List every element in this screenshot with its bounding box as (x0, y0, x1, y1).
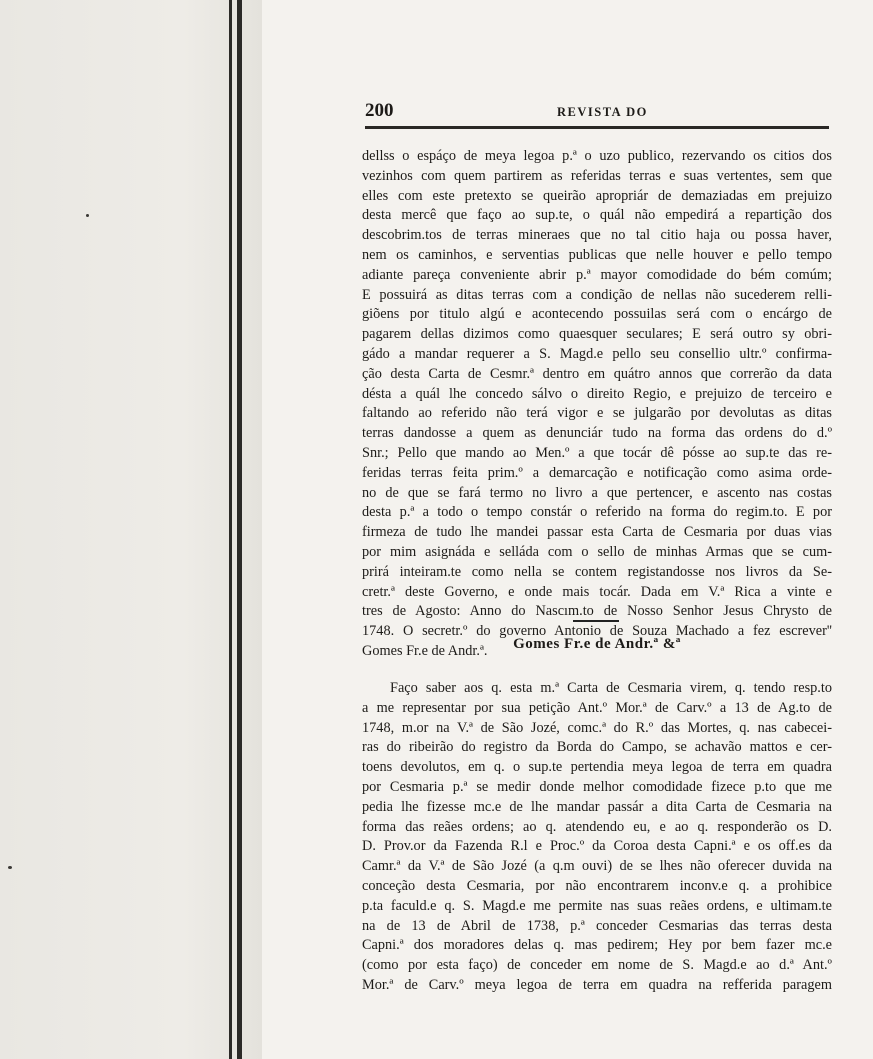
text-line: ção desta Carta de Cesmr.ª dentro em quátro annos que correrão da data (362, 365, 832, 382)
book-gutter (0, 0, 262, 1059)
text-line: D. Prov.or da Fazenda R.l e Proc.º da Coroa desta Capni.ª e os off.es da (362, 838, 832, 855)
ink-speck (86, 214, 89, 217)
body-text (362, 147, 832, 662)
text-line: desta p.ª a todo o tempo constár o referido na forma do regim.to. E por (362, 504, 832, 521)
text-line: toens devolutos, em q. o sup.te pertendia meya legoa de terra em quadra (362, 759, 832, 776)
ink-speck (8, 866, 12, 869)
text-line: na de 13 de Abril de 1738, p.ª conceder Cesmarias das terras desta (362, 917, 832, 934)
text-line: no de que se fará termo no livro a que pertencer, e ascento nas costas (362, 484, 832, 501)
text-line: faltando ao referido não terá vigor e se julgarão por devolutas as ditas (362, 405, 832, 422)
page-header (365, 100, 829, 130)
text-line: 1748, m.or na V.ª de São Jozé, comc.ª do R.º das Mortes, q. nas cabecei- (362, 719, 832, 736)
text-line: feridas terras feita prim.º a demarcação e notificação como asima orde- (362, 464, 832, 481)
text-line: E possuirá as ditas terras com a condição de nellas não sucederem relli- (362, 286, 832, 303)
text-line: désta a quál lhe concedo sálvo o direito Regio, e prejuizo de terceiro e (362, 385, 832, 402)
text-line: firmeza de tudo lhe mandei passar esta Carta de Cesmaria por duas vias (362, 524, 832, 541)
text-line: por mim asignáda e selláda com o sello de minhas Armas que se cum- (362, 543, 832, 560)
section-title: Gomes Fr.e de Andr.ª &ª (513, 636, 681, 652)
text-line: tres de Agosto: Anno do Nascım.to de Nosso Senhor Jesus Chrysto de (362, 603, 832, 620)
text-line: Gomes Fr.e de Andr.ª. (362, 642, 488, 659)
text-line: ras do ribeirão do registro da Borda do Campo, se achavão mattos e cer- (362, 739, 832, 756)
text-line: vezinhos com quem partirem as referidas terras e suas vertentes, sem que (362, 167, 832, 184)
text-line: a me representar por sua petição Ant.º Mor.ª de Carv.º a 13 de Ag.to de (362, 699, 832, 716)
text-line: conceção desta Cesmaria, por não encontrarem inconv.e q. a prohibice (362, 877, 832, 894)
text-line: dellss o espáço de meya legoa p.ª o uzo publico, rezervando os citios dos (362, 148, 832, 164)
text-line: adiante pareça conveniente abrir p.ª mayor comodidade do bém comúm; (362, 266, 832, 283)
text-line: cretr.ª deste Governo, e onde mais tocár. Dada em V.ª Rica a vinte e (362, 583, 832, 600)
text-line: 1748. O secretr.º do governo Antonio de Souza Machado a fez escrever'' (362, 623, 832, 640)
text-line: Faço saber aos q. esta m.ª Carta de Cesmaria virem, q. tendo resp.to (390, 680, 832, 696)
text-line: Camr.ª da V.ª de São Jozé (a q.m ouvi) de se lhes não oferecer duvida na (362, 858, 832, 875)
header-rule (365, 126, 829, 129)
text-line: Snr.; Pello que mando ao Men.º a que tocár dê pósse ao sup.te das re- (362, 444, 832, 461)
text-line: Mor.ª de Carv.º meya legoa de terra em quadra na refferida paragem (362, 976, 832, 993)
text-line: elles com este pretexto se queirão apropriár de demaziadas em prejuizo (362, 187, 832, 204)
text-line: por Cesmaria p.ª se medir donde melhor comodidade fizece p.to que me (362, 778, 832, 795)
binding-edge-inner (237, 0, 242, 1059)
page-number: 200 (365, 100, 394, 121)
text-line: pagarem dellas dizimos como quaesquer seculares; E será outro sy obri- (362, 326, 832, 343)
text-line: desta mercê que faço ao sup.te, o quál não empedirá a repartição dos (362, 207, 832, 224)
text-line: giõens por titulo algú e acontecendo possuilas será com o encárgo de (362, 306, 832, 323)
binding-edge (229, 0, 232, 1059)
section-separator (573, 620, 619, 622)
section-text (362, 679, 832, 996)
text-line: (como por esta faço) de conceder em nome de S. Magd.e ao d.ª Ant.º (362, 957, 832, 974)
text-line: p.ta faculd.e q. S. Magd.e me permite nas suas reães ordens, e ultimam.te (362, 897, 832, 914)
text-line: prirá inteiram.te como nella se contem registandosse nos livros da Se- (362, 563, 832, 580)
text-line: descobrim.tos de terras mineraes que no tal citio haja ou possa haver, (362, 227, 832, 244)
text-line: pedia lhe fizesse mc.e de lhe mandar passár a dita Carta de Cesmaria na (362, 798, 832, 815)
text-line: terras dandosse a quem as denunciár tudo na forma das ordens do d.º (362, 425, 832, 442)
running-head: REVISTA DO (557, 105, 648, 119)
text-line: gádo a mandar requerer a S. Magd.e pello seu consellio ultr.º confirma- (362, 345, 832, 362)
text-line: forma das reães ordens; ao q. atendendo eu, e ao q. responderão os D. (362, 818, 832, 835)
text-line: Capni.ª dos moradores delas q. mas pedirem; Hey por bem fazer mc.e (362, 937, 832, 954)
text-line: nem os caminhos, e serventias publicas que nelle houver e pello tempo (362, 246, 832, 263)
